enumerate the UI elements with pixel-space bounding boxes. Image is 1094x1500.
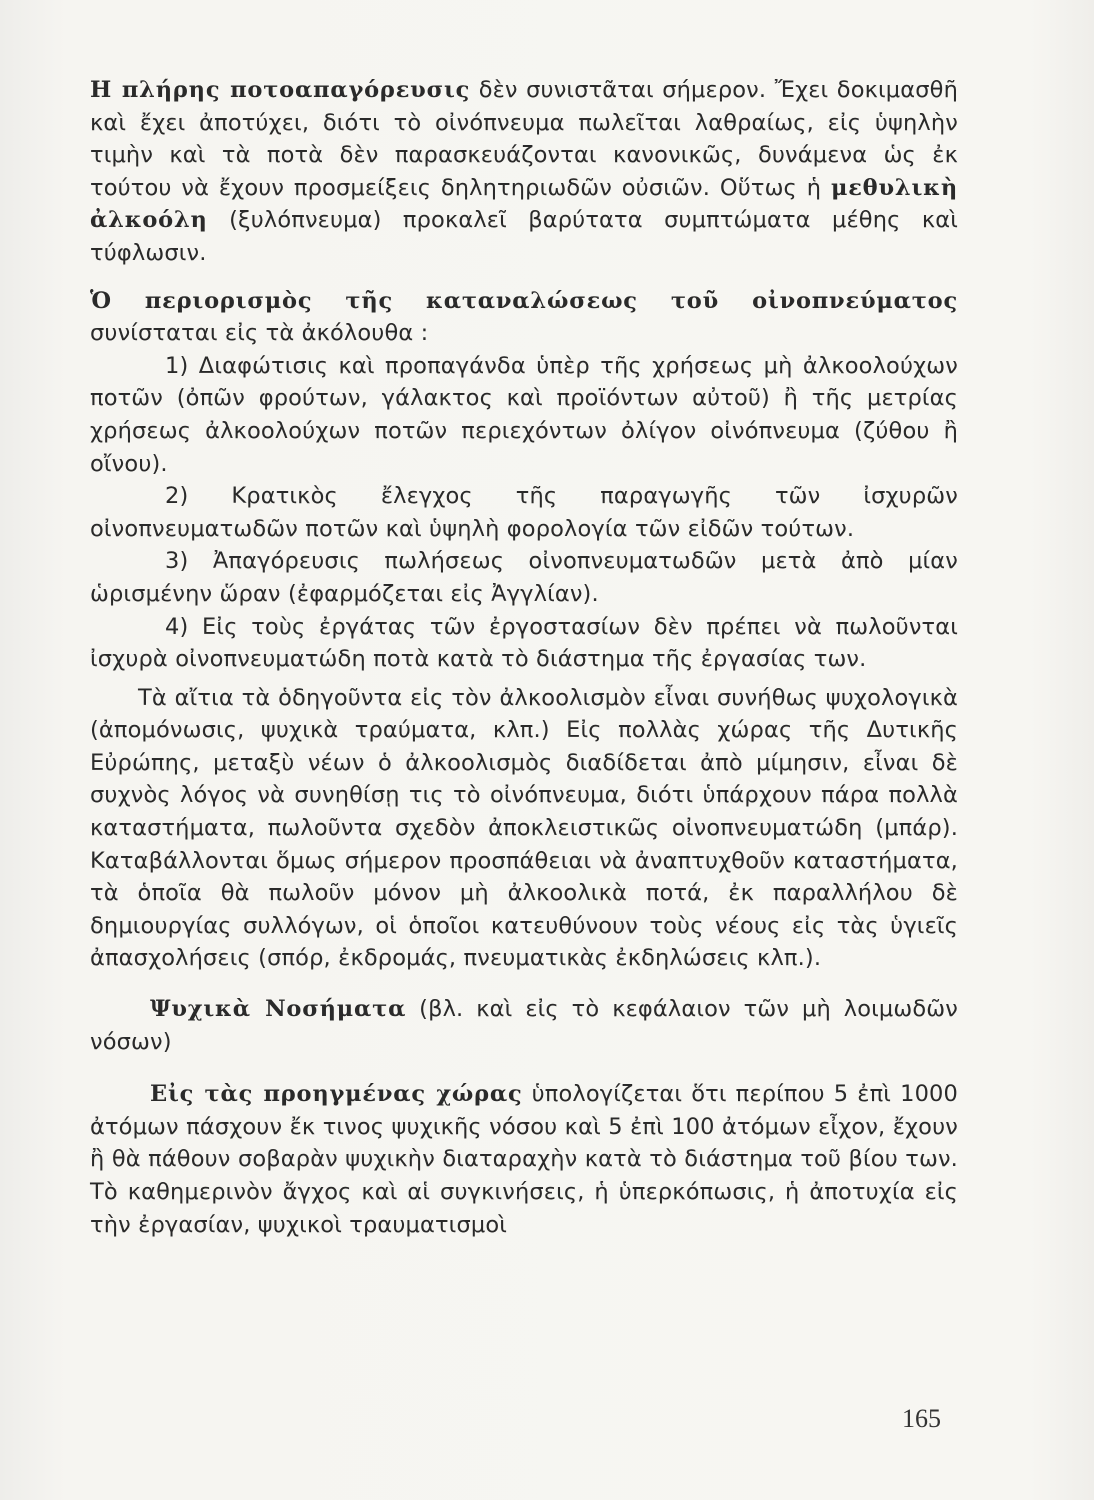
paragraph-statistics: [90, 1078, 958, 1241]
paragraph-prohibition: [90, 74, 958, 270]
list-item-1: 1) Διαφώτισις καὶ προπαγάνδα ὑπὲρ τῆς χρήσεως μὴ ἀλκοολούχων ποτῶν (ὀπῶν φρούτων, γάλακτος καὶ προϊόντων αὐτοῦ) ἢ τῆς μετρίας χρήσεως ἀλκοολούχων ποτῶν περιεχόντων ὀλίγον οἰνόπνευμα (ζύθου ἢ οἴνου).: [90, 352, 958, 477]
page-number: 165: [902, 1404, 941, 1433]
body-text: [90, 74, 958, 1241]
paragraph-text: ὑπολογίζεται ὅτι περίπου 5 ἐπὶ 1000 ἀτόμων πάσχουν ἔκ τινος ψυχικῆς νόσου καὶ 5 ἐπὶ 100 ἀτόμων εἶχον, ἔχουν ἢ θὰ πάθουν σοβαρὰν ψυχικὴν διαταραχὴν κατὰ τὸ διάστημα τοῦ βίου των. Τὸ καθημερινὸν ἄγχος καὶ αἱ συγκινήσεις, ἡ ὑπερκόπωσις, ἡ ἀποτυχία εἰς τὴν ἐργασίαν, ψυχικοὶ τραυματισμοὶ: [90, 1081, 958, 1238]
term-mental-illness: Ψυχικὰ Νοσήματα: [150, 996, 407, 1023]
list-item-3: 3) Ἀπαγόρευσις πωλήσεως οἰνοπνευματωδῶν μετὰ ἀπὸ μίαν ὡρισμένην ὥραν (ἐφαρμόζεται εἰς Ἀγγλίαν).: [90, 548, 958, 607]
term-methyl-alcohol: μεθυλικὴ ἀλκοόλη: [90, 174, 958, 234]
paragraph-mental-illness: [90, 993, 958, 1058]
paragraph-consumption-limits: [90, 285, 958, 350]
list-item-4: 4) Εἰς τοὺς ἐργάτας τῶν ἐργοστασίων δὲν πρέπει νὰ πωλοῦνται ἰσχυρὰ οἰνοπνευματώδη ποτὰ κατὰ τὸ διάστημα τῆς ἐργασίας των.: [90, 613, 958, 673]
paragraph-text: (ξυλόπνευμα) προκαλεῖ βαρύτατα συμπτώματα μέθης καὶ τύφλωσιν.: [90, 207, 958, 266]
term-consumption-limits: Ὁ περιορισμὸς τῆς καταναλώσεως τοῦ οἰνοπνεύματος: [90, 287, 958, 314]
paragraph-causes: Τὰ αἴτια τὰ ὁδηγοῦντα εἰς τὸν ἀλκοολισμὸν εἶναι συνήθως ψυχολογικὰ (ἀπομόνωσις, ψυχικὰ τραύματα, κλπ.) Εἰς πολλὰς χώρας τῆς Δυτικῆς Εὐρώπης, μεταξὺ νέων ὁ ἀλκοολισμὸς διαδίδεται ἀπὸ μίμησιν, εἶναι δὲ συχνὸς λόγος νὰ συνηθίσῃ τις τὸ οἰνόπνευμα, διότι ὑπάρχουν πάρα πολλὰ καταστήματα, πωλοῦντα σχεδὸν ἀποκλειστικῶς οἰνοπνευματώδη (μπάρ). Καταβάλλονται ὅμως σήμερον προσπάθειαι νὰ ἀναπτυχθοῦν καταστήματα, τὰ ὁποῖα θὰ πωλοῦν μόνον μὴ ἀλκοολικὰ ποτά, ἐκ παραλλήλου δὲ δημιουργίας συλλόγων, οἱ ὁποῖοι κατευθύνουν τοὺς νέους εἰς τὰς ὑγιεῖς ἀπασχολήσεις (σπόρ, ἐκδρομάς, πνευματικὰς ἐκδηλώσεις κλπ.).: [90, 684, 958, 972]
paragraph-text: δὲν συνιστᾶται σήμερον. Ἔχει δοκιμασθῆ καὶ ἔχει ἀποτύχει, διότι τὸ οἰνόπνευμα πωλεῖται λαθραίως, εἰς ὑψηλὴν τιμὴν καὶ τὰ ποτὰ δὲν παρασκευάζονται κανονικῶς, δυνάμενα ὡς ἐκ τούτου νὰ ἔχουν προσμείξεις δηλητηριωδῶν οὐσιῶν. Οὕτως ἡ: [90, 77, 958, 201]
list-item-2: 2) Κρατικὸς ἔλεγχος τῆς παραγωγῆς τῶν ἰσχυρῶν οἰνοπνευματωδῶν ποτῶν καὶ ὑψηλὴ φορολογία τῶν εἰδῶν τούτων.: [90, 483, 958, 542]
term-total-prohibition: Η πλήρης ποτοαπαγόρευσις: [90, 77, 471, 103]
paragraph-text: συνίσταται εἰς τὰ ἀκόλουθα :: [90, 320, 429, 347]
term-developed-countries: Εἰς τὰς προηγμένας χώρας: [150, 1081, 523, 1108]
paragraph-text: (βλ. καὶ εἰς τὸ κεφάλαιον τῶν μὴ λοιμωδῶν νόσων): [90, 996, 958, 1055]
